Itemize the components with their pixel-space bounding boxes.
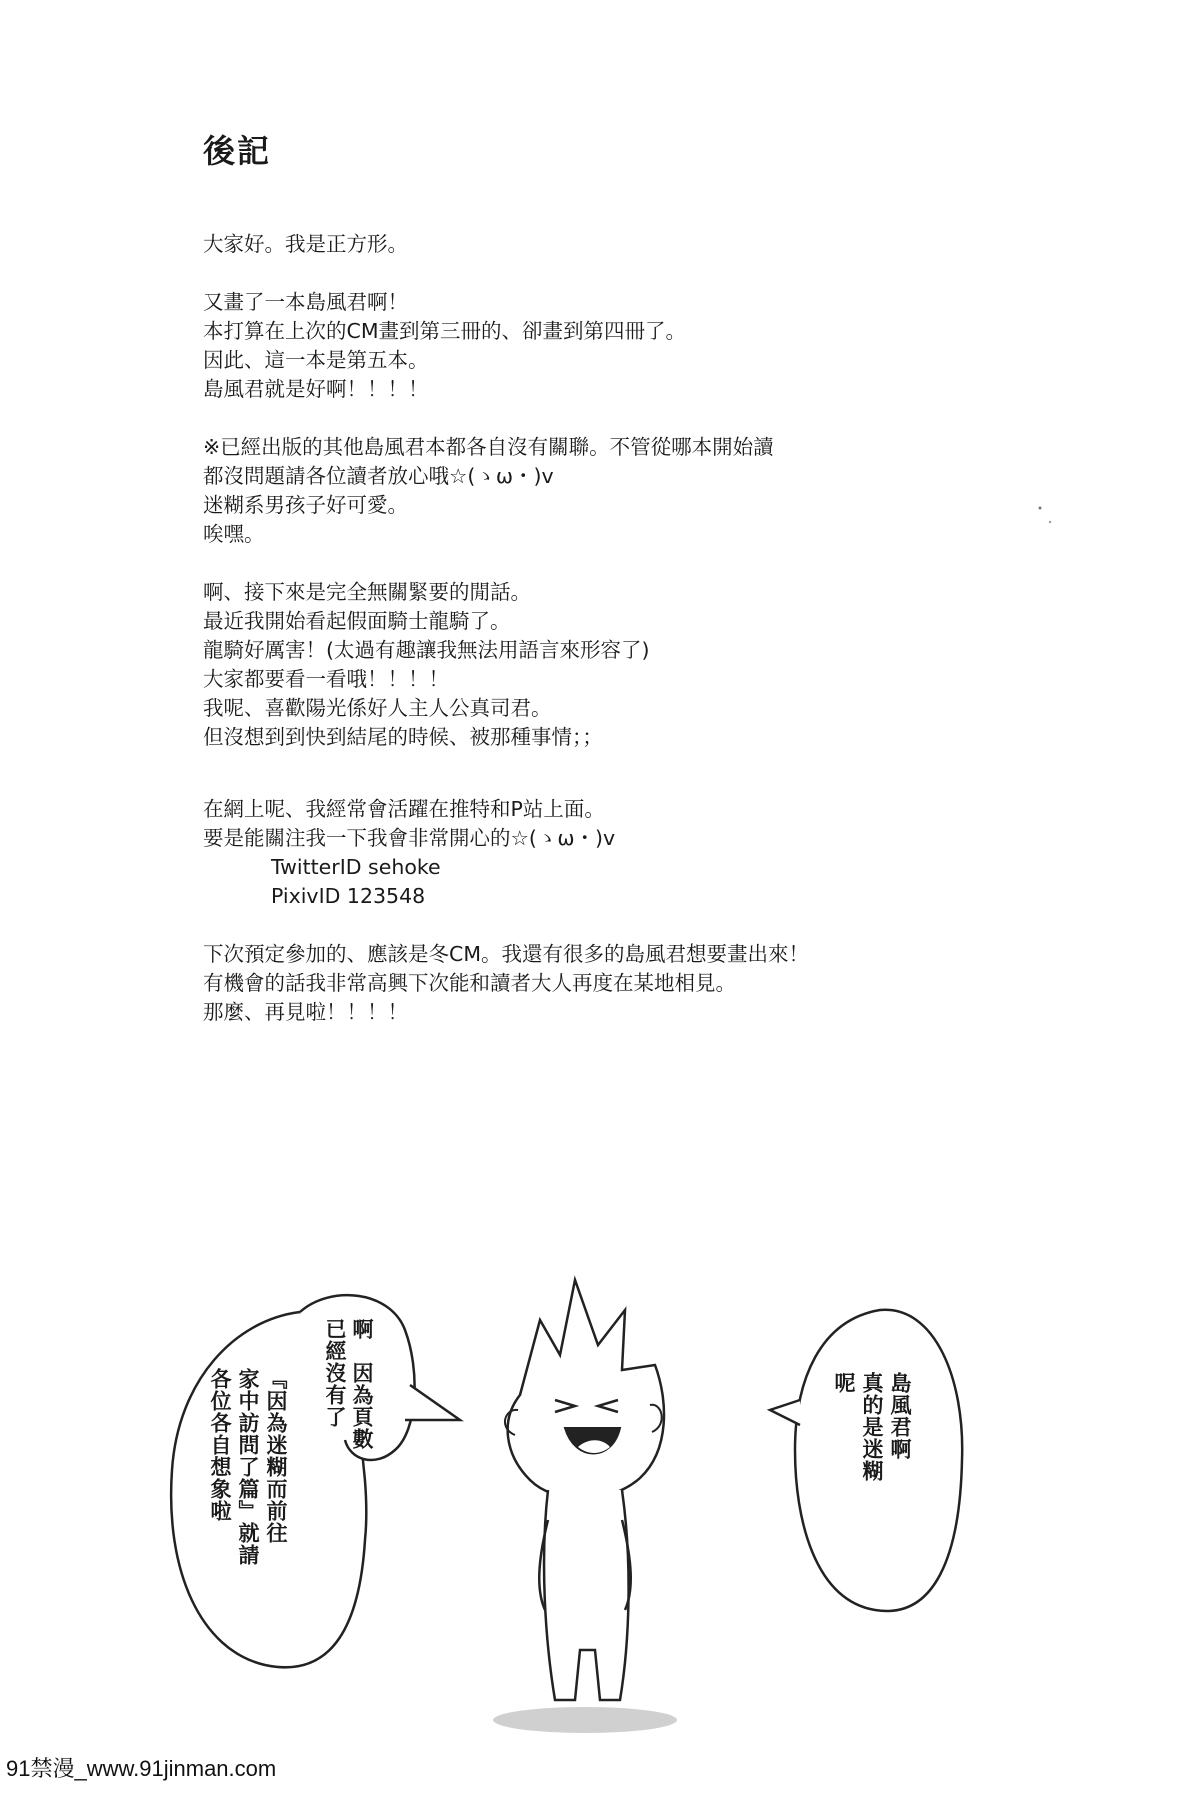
right-bubble-col1: 島風君啊 — [888, 1372, 912, 1460]
right-bubble-tail — [770, 1400, 800, 1425]
twitter-id: TwitterID sehoke — [271, 855, 441, 879]
text-line: 但沒想到到快到結尾的時候、被那種事情；； — [203, 725, 603, 749]
text-line: 迷糊系男孩子好可愛。 — [203, 493, 408, 517]
text-line: 有機會的話我非常高興下次能和讀者大人再度在某地相見。 — [203, 971, 736, 995]
text-line: 本打算在上次的CM畫到第三冊的、卻畫到第四冊了。 — [203, 319, 686, 343]
text-line: ※已經出版的其他島風君本都各自沒有關聯。不管從哪本開始讀 — [203, 435, 774, 459]
text-line: 唉嘿。 — [203, 522, 265, 546]
text-line: 島風君就是好啊！！！！ — [203, 377, 429, 401]
left-bubble-col2: 已經沒有了 — [323, 1318, 347, 1428]
text-line: 大家都要看一看哦！！！！ — [203, 667, 449, 691]
text-line: 下次預定參加的、應該是冬CM。我還有很多的島風君想要畫出來！ — [203, 942, 809, 966]
text-line: 啊、接下來是完全無關緊要的閒話。 — [203, 580, 531, 604]
left-bubble-col1: 啊 因為頁數 — [350, 1318, 374, 1450]
left-bubble-col4: 家中訪問了篇』就請 — [236, 1368, 260, 1566]
margin-speck — [1049, 521, 1051, 523]
text-line: 在網上呢、我經常會活躍在推特和P站上面。 — [203, 797, 605, 821]
afterword-title: 後記 — [203, 132, 272, 170]
site-watermark: 91禁漫_www.91jinman.com — [0, 1744, 426, 1794]
mascot-head — [508, 1280, 664, 1499]
mascot-body — [544, 1490, 629, 1700]
text-line: 大家好。我是正方形。 — [203, 232, 408, 256]
text-line: 我呢、喜歡陽光係好人主人公真司君。 — [203, 696, 552, 720]
left-bubble-col3: 『因為迷糊而前往 — [264, 1368, 288, 1544]
text-line: 要是能關注我一下我會非常開心的☆(ゝω・)v — [203, 826, 616, 850]
margin-speck — [1039, 507, 1042, 510]
text-line: 那麼、再見啦！！！！ — [203, 1000, 408, 1024]
left-bubble-col5: 各位各自想象啦 — [208, 1368, 232, 1522]
text-line: 因此、這一本是第五本。 — [203, 348, 429, 372]
text-line: 龍騎好厲害！(太過有趣讓我無法用語言來形容了) — [203, 638, 650, 662]
text-line: 都沒問題請各位讀者放心哦☆(ゝω・)v — [203, 464, 554, 488]
right-bubble-col3: 呢 — [832, 1372, 856, 1394]
text-line: 又畫了一本島風君啊！ — [203, 290, 408, 314]
text-line: 最近我開始看起假面騎士龍騎了。 — [203, 609, 511, 633]
ground-shadow — [493, 1707, 677, 1733]
right-bubble-col2: 真的是迷糊 — [860, 1372, 884, 1482]
pixiv-id: PixivID 123548 — [271, 884, 426, 908]
left-bubble-tail — [405, 1385, 460, 1420]
